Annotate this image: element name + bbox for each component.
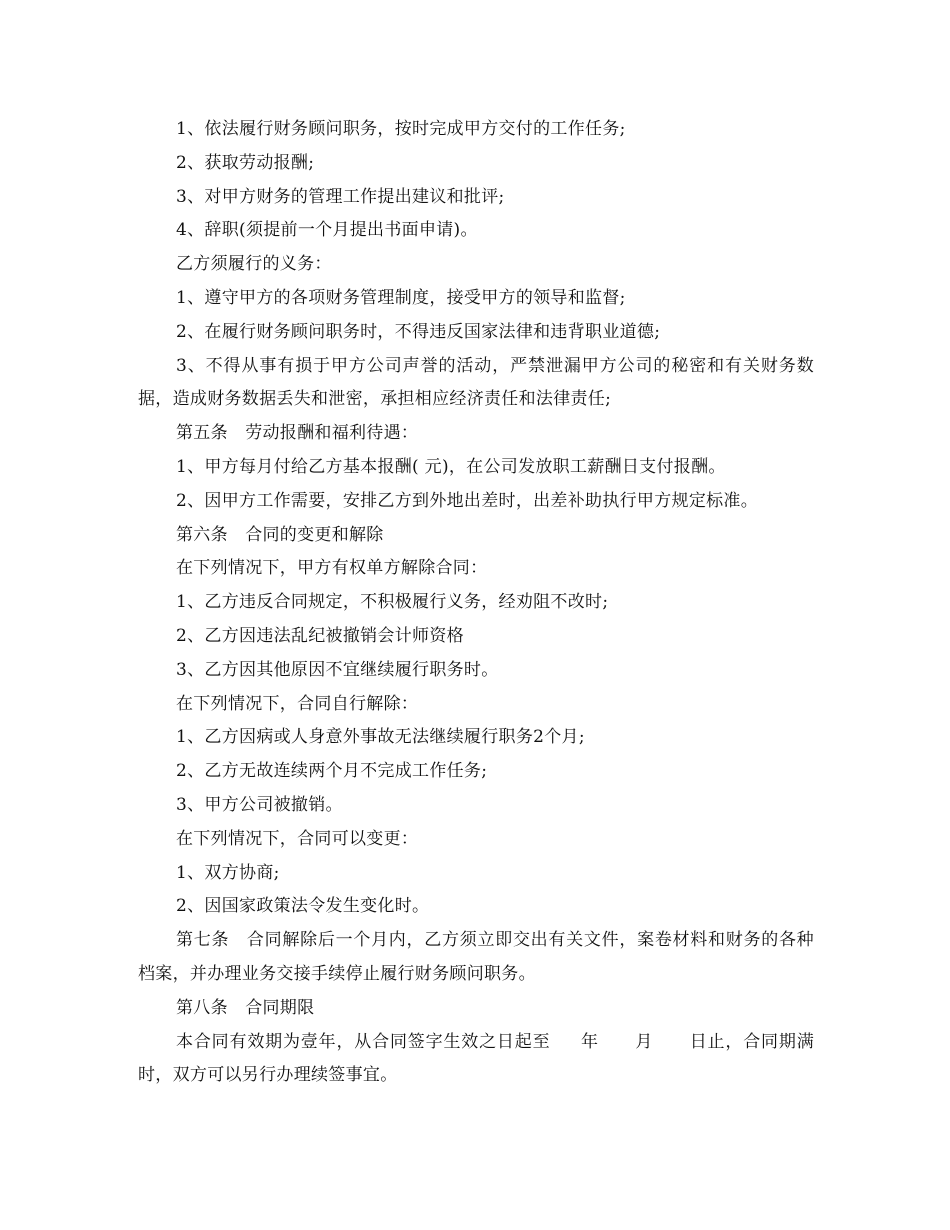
- clause-paragraph: 1、甲方每月付给乙方基本报酬( 元)，在公司发放职工薪酬日支付报酬。: [176, 456, 726, 477]
- clause-paragraph: 4、辞职(须提前一个月提出书面申请)。: [176, 220, 478, 241]
- clause-paragraph: 2、因国家政策法令发生变化时。: [176, 896, 430, 917]
- clause-paragraph: 1、依法履行财务顾问职务，按时完成甲方交付的工作任务;: [176, 119, 626, 139]
- section-heading: 在下列情况下，合同可以变更：: [176, 828, 419, 849]
- term-year-label: 年: [580, 1031, 599, 1052]
- clause-paragraph: 1、双方协商;: [176, 862, 280, 883]
- term-clause: [138, 1026, 814, 1094]
- term-clause-lead: 本合同有效期为壹年，从合同签字生效之日起至: [176, 1031, 551, 1052]
- article-heading: 第五条 劳动报酬和福利待遇：: [176, 423, 419, 444]
- term-month-label: 月: [634, 1031, 654, 1052]
- clause-paragraph: 1、乙方因病或人身意外事故无法继续履行职务2个月;: [176, 727, 585, 748]
- clause-paragraph: 1、遵守甲方的各项财务管理制度，接受甲方的领导和监督;: [176, 287, 626, 308]
- clause-paragraph: 2、乙方因违法乱纪被撤销会计师资格: [176, 625, 464, 646]
- clause-paragraph: 2、在履行财务顾问职务时，不得违反国家法律和违背职业道德;: [176, 321, 661, 342]
- clause-paragraph: 2、乙方无故连续两个月不完成工作任务;: [176, 761, 488, 782]
- clause-paragraph: 3、甲方公司被撤销。: [176, 794, 343, 815]
- article-paragraph: 第七条 合同解除后一个月内，乙方须立即交出有关文件，案卷材料和财务的各种档案，并办理业务交接手续停止履行财务顾问职务。: [138, 930, 814, 984]
- clause-paragraph: 1、乙方违反合同规定，不积极履行义务，经劝阻不改时;: [176, 592, 609, 613]
- clause-paragraph: 2、因甲方工作需要，安排乙方到外地出差时，出差补助执行甲方规定标准。: [176, 490, 759, 511]
- clause-paragraph: 2、获取劳动报酬;: [176, 152, 315, 173]
- clause-paragraph: 3、不得从事有损于甲方公司声誉的活动，严禁泄漏甲方公司的秘密和有关财务数据，造成财务数据丢失和泄密，承担相应经济责任和法律责任;: [138, 355, 814, 410]
- term-clause-tail: 日止，合同期满时，双方可以另行办理续签事宜。: [138, 1031, 814, 1086]
- article-heading: 第八条 合同期限: [176, 997, 315, 1018]
- contract-body: [138, 113, 814, 1093]
- article-heading: 第六条 合同的变更和解除: [176, 524, 384, 545]
- section-heading: 乙方须履行的义务：: [176, 254, 332, 275]
- clause-paragraph: 3、对甲方财务的管理工作提出建议和批评;: [176, 186, 505, 207]
- clause-paragraph: 3、乙方因其他原因不宜继续履行职务时。: [176, 659, 499, 680]
- section-heading: 在下列情况下，甲方有权单方解除合同：: [176, 558, 488, 579]
- section-heading: 在下列情况下，合同自行解除：: [176, 693, 419, 714]
